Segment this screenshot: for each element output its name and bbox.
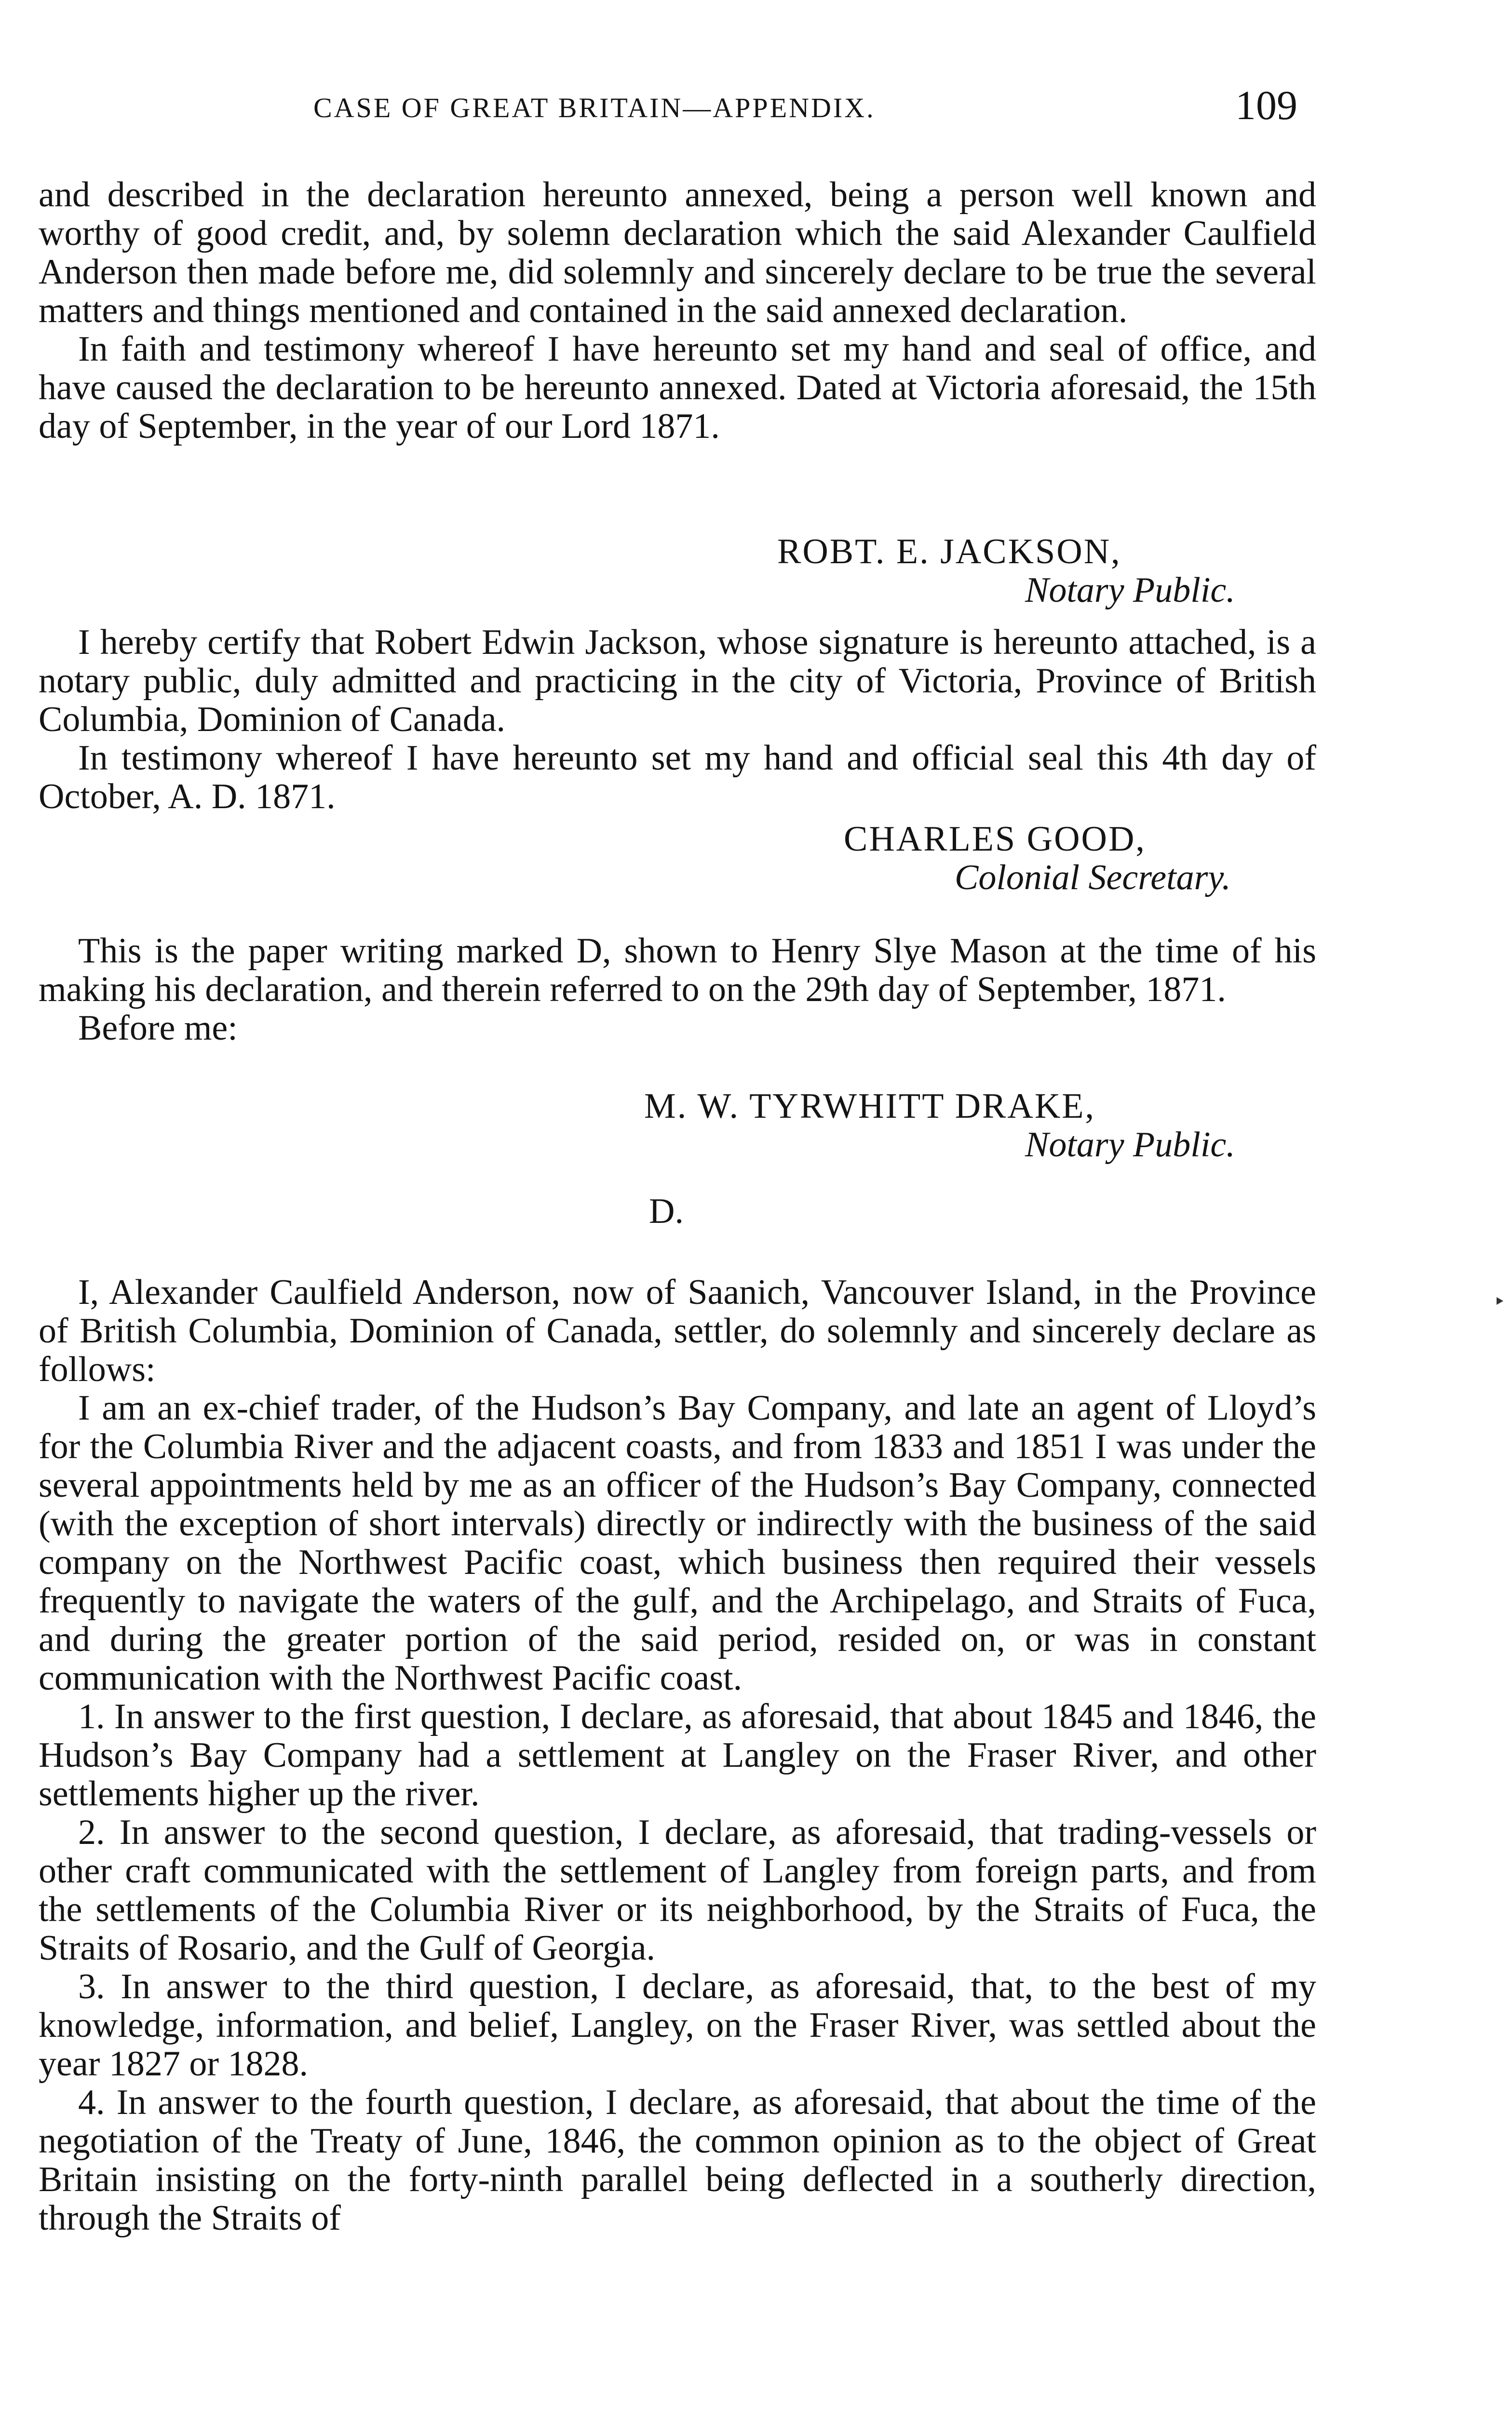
exhibit-note-paragraphs (39, 932, 1316, 1047)
section-heading-d: D. (649, 1192, 684, 1231)
declaration-d-paragraphs (39, 1273, 1316, 2237)
paragraph-testimony-seal: In faith and testimony whereof I have hereunto set my hand and seal of office, and have caused the declaration to be hereunto annexed. Dated at Victoria aforesaid, the 15th day of September, in the year of our Lord 1871. (39, 329, 1316, 446)
paragraph-answer-3: 3. In answer to the third question, I declare, as aforesaid, that, to the best of my knowledge, information, and belief, Langley, on the Fraser River, was settled about the year 1827 or 1828. (39, 1967, 1316, 2084)
paragraph-answer-1: 1. In answer to the first question, I declare, as aforesaid, that about 1845 and 1846, the Hudson’s Bay Company had a settlement at Langley on the Fraser River, and other settlements higher up the river. (39, 1697, 1316, 1814)
paragraph-official-seal: In testimony whereof I have hereunto set my hand and official seal this 4th day of October, A. D. 1871. (39, 738, 1316, 816)
paragraph-before-me: Before me: (78, 1008, 238, 1048)
paragraph-paper-writing-marked-d: This is the paper writing marked D, shown to Henry Slye Mason at the time of his making his declaration, and therein referred to on the 29th day of September, 1871. (39, 931, 1316, 1009)
certification-paragraphs (39, 623, 1316, 816)
signature-drake-title: Notary Public. (1025, 1125, 1235, 1165)
paragraph-answer-2: 2. In answer to the second question, I declare, as aforesaid, that trading-vessels or other craft communicated with the settlement of Langley from foreign parts, and from the settlements of the Columbia River or its neighborhood, by the Straits of Fuca, the Straits of Rosario, and the Gulf of Georgia. (39, 1813, 1316, 1968)
margin-mark-icon (1497, 1297, 1503, 1305)
running-head-title: CASE OF GREAT BRITAIN—APPENDIX. (313, 92, 876, 123)
signature-jackson-title: Notary Public. (1025, 570, 1235, 610)
paragraph-declarant-intro: I, Alexander Caulfield Anderson, now of Saanich, Vancouver Island, in the Province of British Columbia, Dominion of Canada, settler, do solemnly and sincerely declare as follows: (39, 1273, 1316, 1389)
signature-jackson-name: ROBT. E. JACKSON, (777, 532, 1121, 571)
signature-good-title: Colonial Secretary. (955, 858, 1231, 897)
paragraph-continuation: and described in the declaration hereunto annexed, being a person well known and worthy of good credit, and, by solemn declaration which the said Alexander Caulfield Anderson then made before me, did solemnly and sincerely declare to be true the several matters and things mentioned and contained in the said annexed declaration. (39, 175, 1316, 330)
paragraph-certification: I hereby certify that Robert Edwin Jackson, whose signature is hereunto attached, is a notary public, duly admitted and practicing in the city of Victoria, Province of British Columbia, Dominion of Canada. (39, 623, 1316, 739)
running-head (0, 81, 1512, 139)
paragraph-answer-4: 4. In answer to the fourth question, I declare, as aforesaid, that about the time of the negotiation of the Treaty of June, 1846, the common opinion as to the object of Great Britain insisting on the forty-ninth parallel being deflected in a southerly direction, through the Straits of (39, 2083, 1316, 2238)
signature-good-name: CHARLES GOOD, (844, 819, 1146, 859)
paragraph-ex-chief-trader: I am an ex-chief trader, of the Hudson’s Bay Company, and late an agent of Lloyd’s for the Columbia River and the adjacent coasts, and from 1833 and 1851 I was under the several appointments held by me as an officer of the Hudson’s Bay Company, connected (with the exception of short intervals) directly or indirectly with the business of the said company on the Northwest Pacific coast, which business then required their vessels frequently to navigate the waters of the gulf, and the Archipelago, and Straits of Fuca, and during the greater portion of the said period, resided on, or was in constant communication with the Northwest Pacific coast. (39, 1388, 1316, 1698)
annexation-paragraphs (39, 176, 1316, 446)
signature-drake-name: M. W. TYRWHITT DRAKE, (644, 1086, 1095, 1126)
page-number: 109 (1235, 82, 1297, 128)
